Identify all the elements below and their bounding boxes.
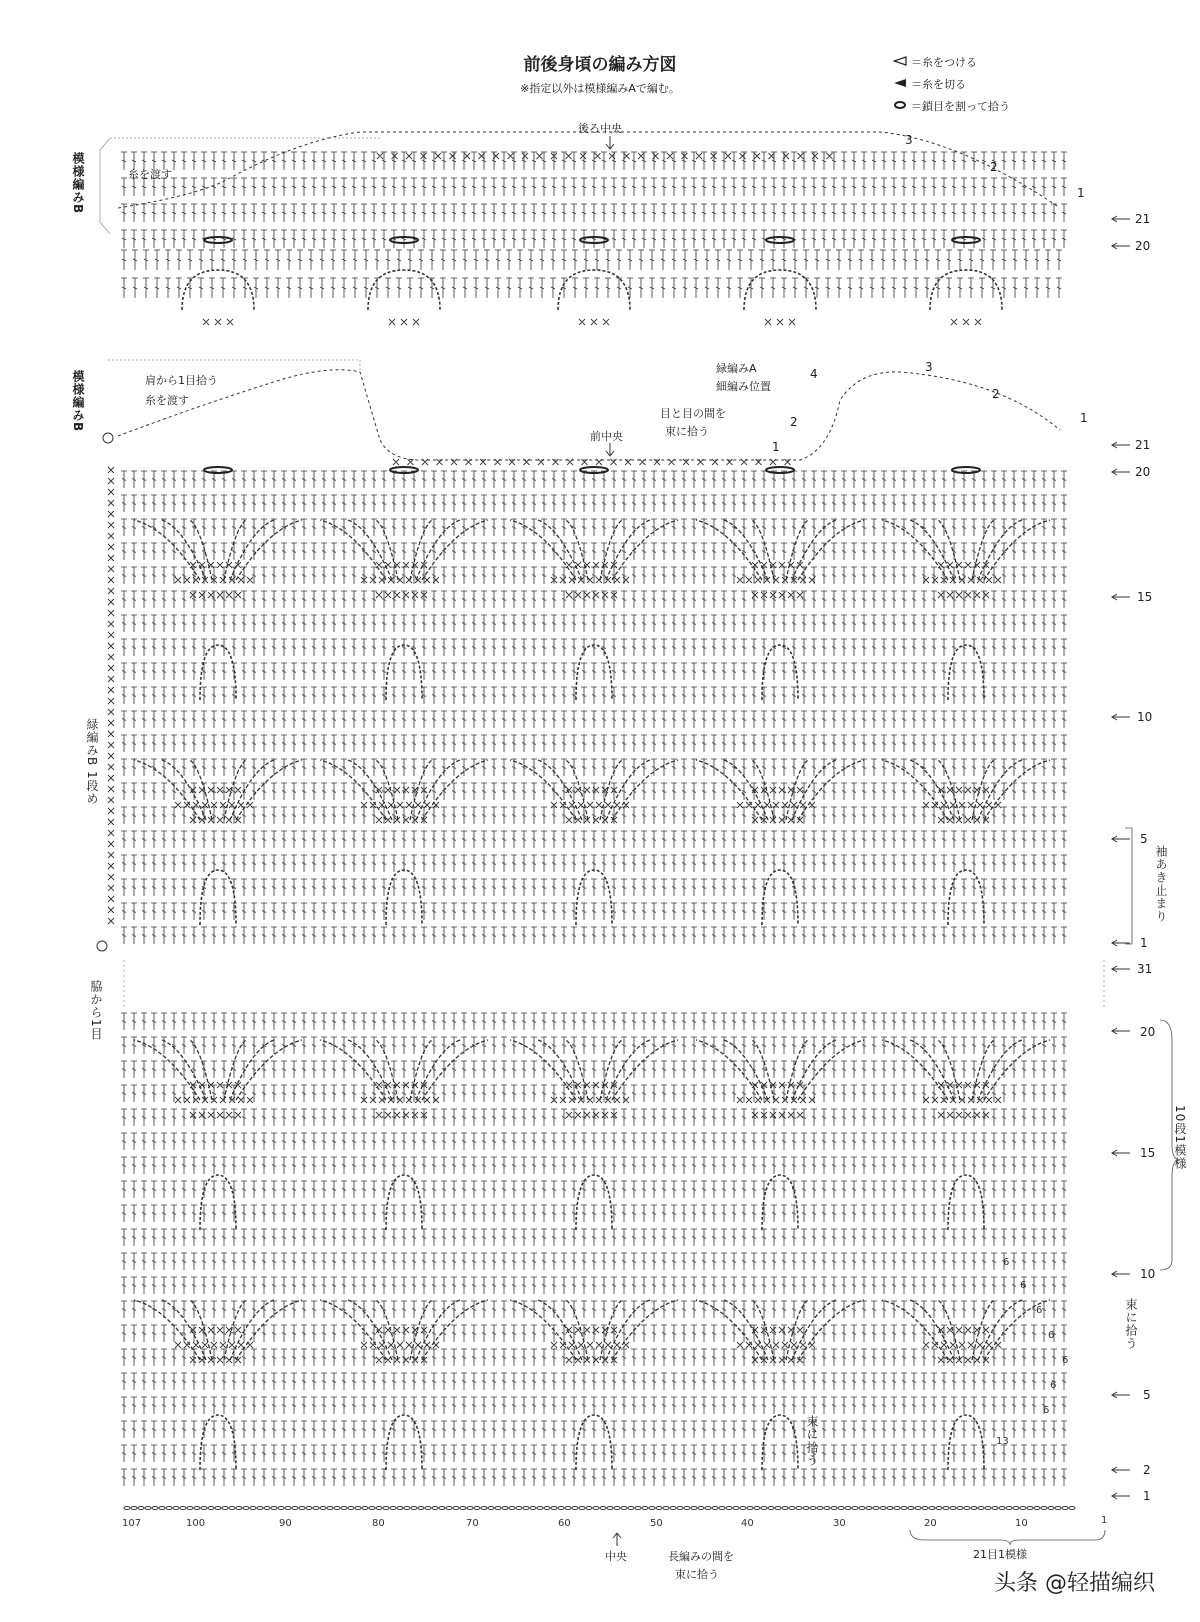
dc-stitch-row [121,1229,1067,1246]
sc-stitch-row [361,1342,439,1348]
split-chain-mark [390,467,418,473]
tick-50: 50 [650,1518,663,1529]
sc-stitch-row [938,817,989,823]
count-6-a: 6 [1003,1257,1010,1268]
back-neck-curve [118,132,1060,208]
split-chain-mark [204,237,232,243]
edge-sc-mark [108,896,114,902]
back-row-1: 1 [1077,186,1085,200]
chain-arch [200,645,984,700]
sc-stitch-row [579,319,609,325]
back-side-bracket-edge [100,138,110,234]
count-6-d: 6 [1048,1330,1055,1341]
dc-stitch-row [121,1133,1067,1150]
back-row-20: 20 [1135,239,1151,253]
edge-sc-mark [108,610,114,616]
dc-gap-label: 長編みの間を [668,1550,734,1563]
front-point-4: 4 [810,367,818,381]
edge-sc-mark [108,918,114,924]
front-row-21: 21 [1135,438,1151,452]
sc-stitch-row [551,1342,629,1348]
edge-sc-mark [108,731,114,737]
sc-stitch-row [752,1112,803,1118]
dc-stitch-row [121,1205,1067,1222]
edge-sc-mark [108,533,114,539]
tick-107: 107 [122,1518,142,1529]
edging-a-position-label: 細編み位置 [716,380,771,393]
dc-stitch-row [121,1157,1067,1174]
front-point-2: 2 [790,415,798,429]
bundle-pick-label-right: 束に拾う [1124,1298,1138,1350]
sc-stitch-row [923,577,1001,583]
edge-sc-mark [108,874,114,880]
edge-sc-mark [108,709,114,715]
tick-10: 10 [1015,1518,1028,1529]
sc-stitch-row [737,1097,815,1103]
dc-stitch-row [121,178,1067,196]
front-side-label: 模様編みB [71,370,85,433]
sc-stitch-row [551,577,629,583]
dc-stitch-row [121,1397,1067,1414]
sc-stitch-row [361,1097,439,1103]
front-neck-curve [118,370,1060,460]
edge-sc-mark [108,797,114,803]
dc-stitch-row [121,639,1067,656]
chain-fan [134,520,1050,580]
stitch-repeat-label: 21目1模様 [973,1548,1027,1561]
front-row-1b: 1 [1140,936,1148,950]
dc-stitch-row [121,615,1067,632]
split-chain-mark [580,467,608,473]
stitch-repeat-bracket [910,1530,1105,1545]
sc-stitch-row [361,577,439,583]
dc-stitch-row [121,711,1067,728]
join-point-mark [97,941,107,951]
sc-stitch-row [203,319,233,325]
tick-30: 30 [833,1518,846,1529]
back-row-3: 3 [905,133,913,147]
split-chain-mark [952,467,980,473]
sc-stitch-row [752,592,803,598]
dc-stitch-row [121,204,1067,222]
split-chain-mark [766,467,794,473]
edge-sc-mark [108,907,114,913]
sc-stitch-row [175,1342,253,1348]
foundation-chain [124,1507,1075,1510]
back-center-label: 後ろ中央 [578,122,622,135]
dc-stitch-row [121,735,1067,752]
chain-fan [134,1040,1050,1100]
between-stitches-label: 目と目の間を [660,407,726,420]
edge-sc-mark [108,676,114,682]
sc-stitch-row [752,817,803,823]
dc-stitch-row [121,927,1067,944]
edge-sc-mark [108,555,114,561]
sc-stitch-row [765,319,795,325]
front-row-20: 20 [1135,465,1151,479]
dc-stitch-row [121,250,1062,270]
back-center-arrow-icon [606,136,614,149]
edge-sc-mark [108,478,114,484]
legend-item-cut: ＝糸を切る [893,74,1010,96]
edge-sc-mark [108,863,114,869]
bundle-pick-label-mid: 束に拾う [805,1415,819,1467]
between-stitches-label-2: 束に拾う [665,425,709,438]
edge-sc-mark [108,654,114,660]
edge-sc-mark [108,632,114,638]
tick-100: 100 [186,1518,206,1529]
sc-stitch-row [938,1327,989,1333]
tick-80: 80 [372,1518,385,1529]
count-6-b: 6 [1020,1280,1027,1291]
front-center-label: 前中央 [590,430,623,443]
dc-stitch-row [121,1253,1067,1270]
sc-stitch-row [923,1342,1001,1348]
chain-arch [182,270,1002,310]
sc-stitch-row [389,319,419,325]
dc-stitch-row [121,1421,1067,1438]
back-row-21: 21 [1135,212,1151,226]
tick-40: 40 [741,1518,754,1529]
edge-sc-mark [108,500,114,506]
edge-sc-mark [108,588,114,594]
edge-sc-mark [108,852,114,858]
chain-fan [134,760,1050,820]
lower-row-20: 20 [1140,1025,1156,1039]
edge-sc-mark [108,687,114,693]
join-point-mark [103,433,113,443]
edge-sc-mark [108,467,114,473]
chain-arch [200,1175,984,1230]
count-13: 13 [996,1436,1009,1447]
split-chain-mark [204,467,232,473]
edge-sc-mark [108,599,114,605]
front-row-3: 3 [925,360,933,374]
chain-arch [200,1415,984,1470]
back-carry-yarn: 糸を渡す [128,168,172,181]
edge-sc-mark [108,841,114,847]
watermark: 头条 @轻描编织 [994,1571,1155,1596]
tick-20: 20 [924,1518,937,1529]
edge-sc-mark [108,566,114,572]
side-pick-label: 脇から1目 [89,980,103,1041]
dc-stitch-row [121,495,1067,512]
front-row-15: 15 [1137,590,1153,604]
back-row-2: 2 [990,160,998,174]
tick-60: 60 [558,1518,571,1529]
diagram-title: 前後身頃の編み方図 [523,55,677,75]
edge-sc-mark [108,698,114,704]
front-row-5: 5 [1140,832,1148,846]
lower-row-10: 10 [1140,1267,1156,1281]
edge-sc-mark [108,819,114,825]
legend-item-join: ＝糸をつける [893,52,1010,74]
dc-stitch-row [121,903,1067,920]
sc-stitch-row [752,1327,803,1333]
sc-stitch-row [190,1327,241,1333]
sc-stitch-row [951,319,981,325]
dc-stitch-row [121,1445,1067,1462]
edging-b-first-row-label: 緑編みB 1段め [85,718,99,806]
dc-gap-label-2: 束に拾う [675,1568,719,1581]
chain-arch [200,870,984,925]
edging-a-label: 緑編みA [716,362,757,375]
front-row-31: 31 [1137,962,1153,976]
back-side-label: 模様編みB [71,152,85,215]
edge-sc-mark [108,885,114,891]
edge-sc-mark [108,808,114,814]
dc-stitch-row [121,1469,1067,1486]
edge-sc-mark [108,764,114,770]
dc-stitch-row [121,152,1067,170]
sc-stitch-row [737,577,815,583]
edge-sc-mark [108,742,114,748]
sc-stitch-row [190,817,241,823]
edge-sc-mark [108,577,114,583]
edge-sc-mark [108,643,114,649]
dc-stitch-row [121,230,1067,248]
shoulder-pick-label: 肩から1目拾う [145,374,218,387]
armhole-stop-label: 袖あき止まり [1154,845,1168,923]
dc-stitch-row [121,687,1067,704]
edge-sc-mark [108,621,114,627]
split-chain-mark [766,237,794,243]
count-6-g: 6 [1043,1405,1050,1416]
count-6-f: 6 [1050,1380,1057,1391]
front-point-1: 1 [772,440,780,454]
edge-sc-mark [108,544,114,550]
repeat-10-rows-label: 10段1模様 [1173,1105,1187,1170]
front-row-2: 2 [992,387,1000,401]
break-dots [124,960,1104,1010]
dc-stitch-row [121,1013,1067,1030]
edge-sc-mark [108,522,114,528]
tick-70: 70 [466,1518,479,1529]
lower-row-5: 5 [1143,1388,1151,1402]
dc-stitch-row [121,1181,1067,1198]
lower-row-2: 2 [1143,1463,1151,1477]
sc-stitch-row [938,592,989,598]
lower-row-1: 1 [1143,1489,1151,1503]
edge-sc-mark [108,489,114,495]
legend-item-split: ＝鎖目を割って拾う [893,96,1010,118]
edge-sc-mark [108,720,114,726]
sc-stitch-row [190,592,241,598]
front-side-bracket [108,360,360,372]
dc-stitch-row [121,1301,1067,1318]
front-row-10: 10 [1137,710,1153,724]
edge-sc-mark [108,830,114,836]
dc-stitch-row [121,831,1067,848]
tick-90: 90 [279,1518,292,1529]
edge-sc-mark [108,786,114,792]
tick-1: 1 [1101,1515,1108,1526]
front-row-1: 1 [1080,411,1088,425]
bottom-center-label: 中央 [605,1550,627,1563]
edge-sc-mark [108,753,114,759]
edge-sc-mark [108,775,114,781]
dc-stitch-row [121,1373,1067,1390]
front-center-arrow-icon [606,443,614,456]
lower-row-15: 15 [1140,1146,1156,1160]
front-carry-yarn: 糸を渡す [145,394,189,407]
sc-stitch-row [551,1097,629,1103]
edge-sc-mark [108,511,114,517]
dc-stitch-row [121,663,1067,680]
dc-stitch-row [121,278,1062,298]
sc-stitch-row [923,1097,1001,1103]
armhole-bracket [1125,828,1132,944]
sc-stitch-row [737,1342,815,1348]
dc-stitch-row [121,1277,1067,1294]
diagram-subtitle: ※指定以外は模様編みAで編む。 [520,82,680,95]
count-6-c: 6 [1036,1305,1043,1316]
center-arrow-icon [613,1533,621,1546]
edge-sc-mark [108,665,114,671]
count-6-e: 6 [1062,1355,1069,1366]
dc-stitch-row [121,879,1067,896]
